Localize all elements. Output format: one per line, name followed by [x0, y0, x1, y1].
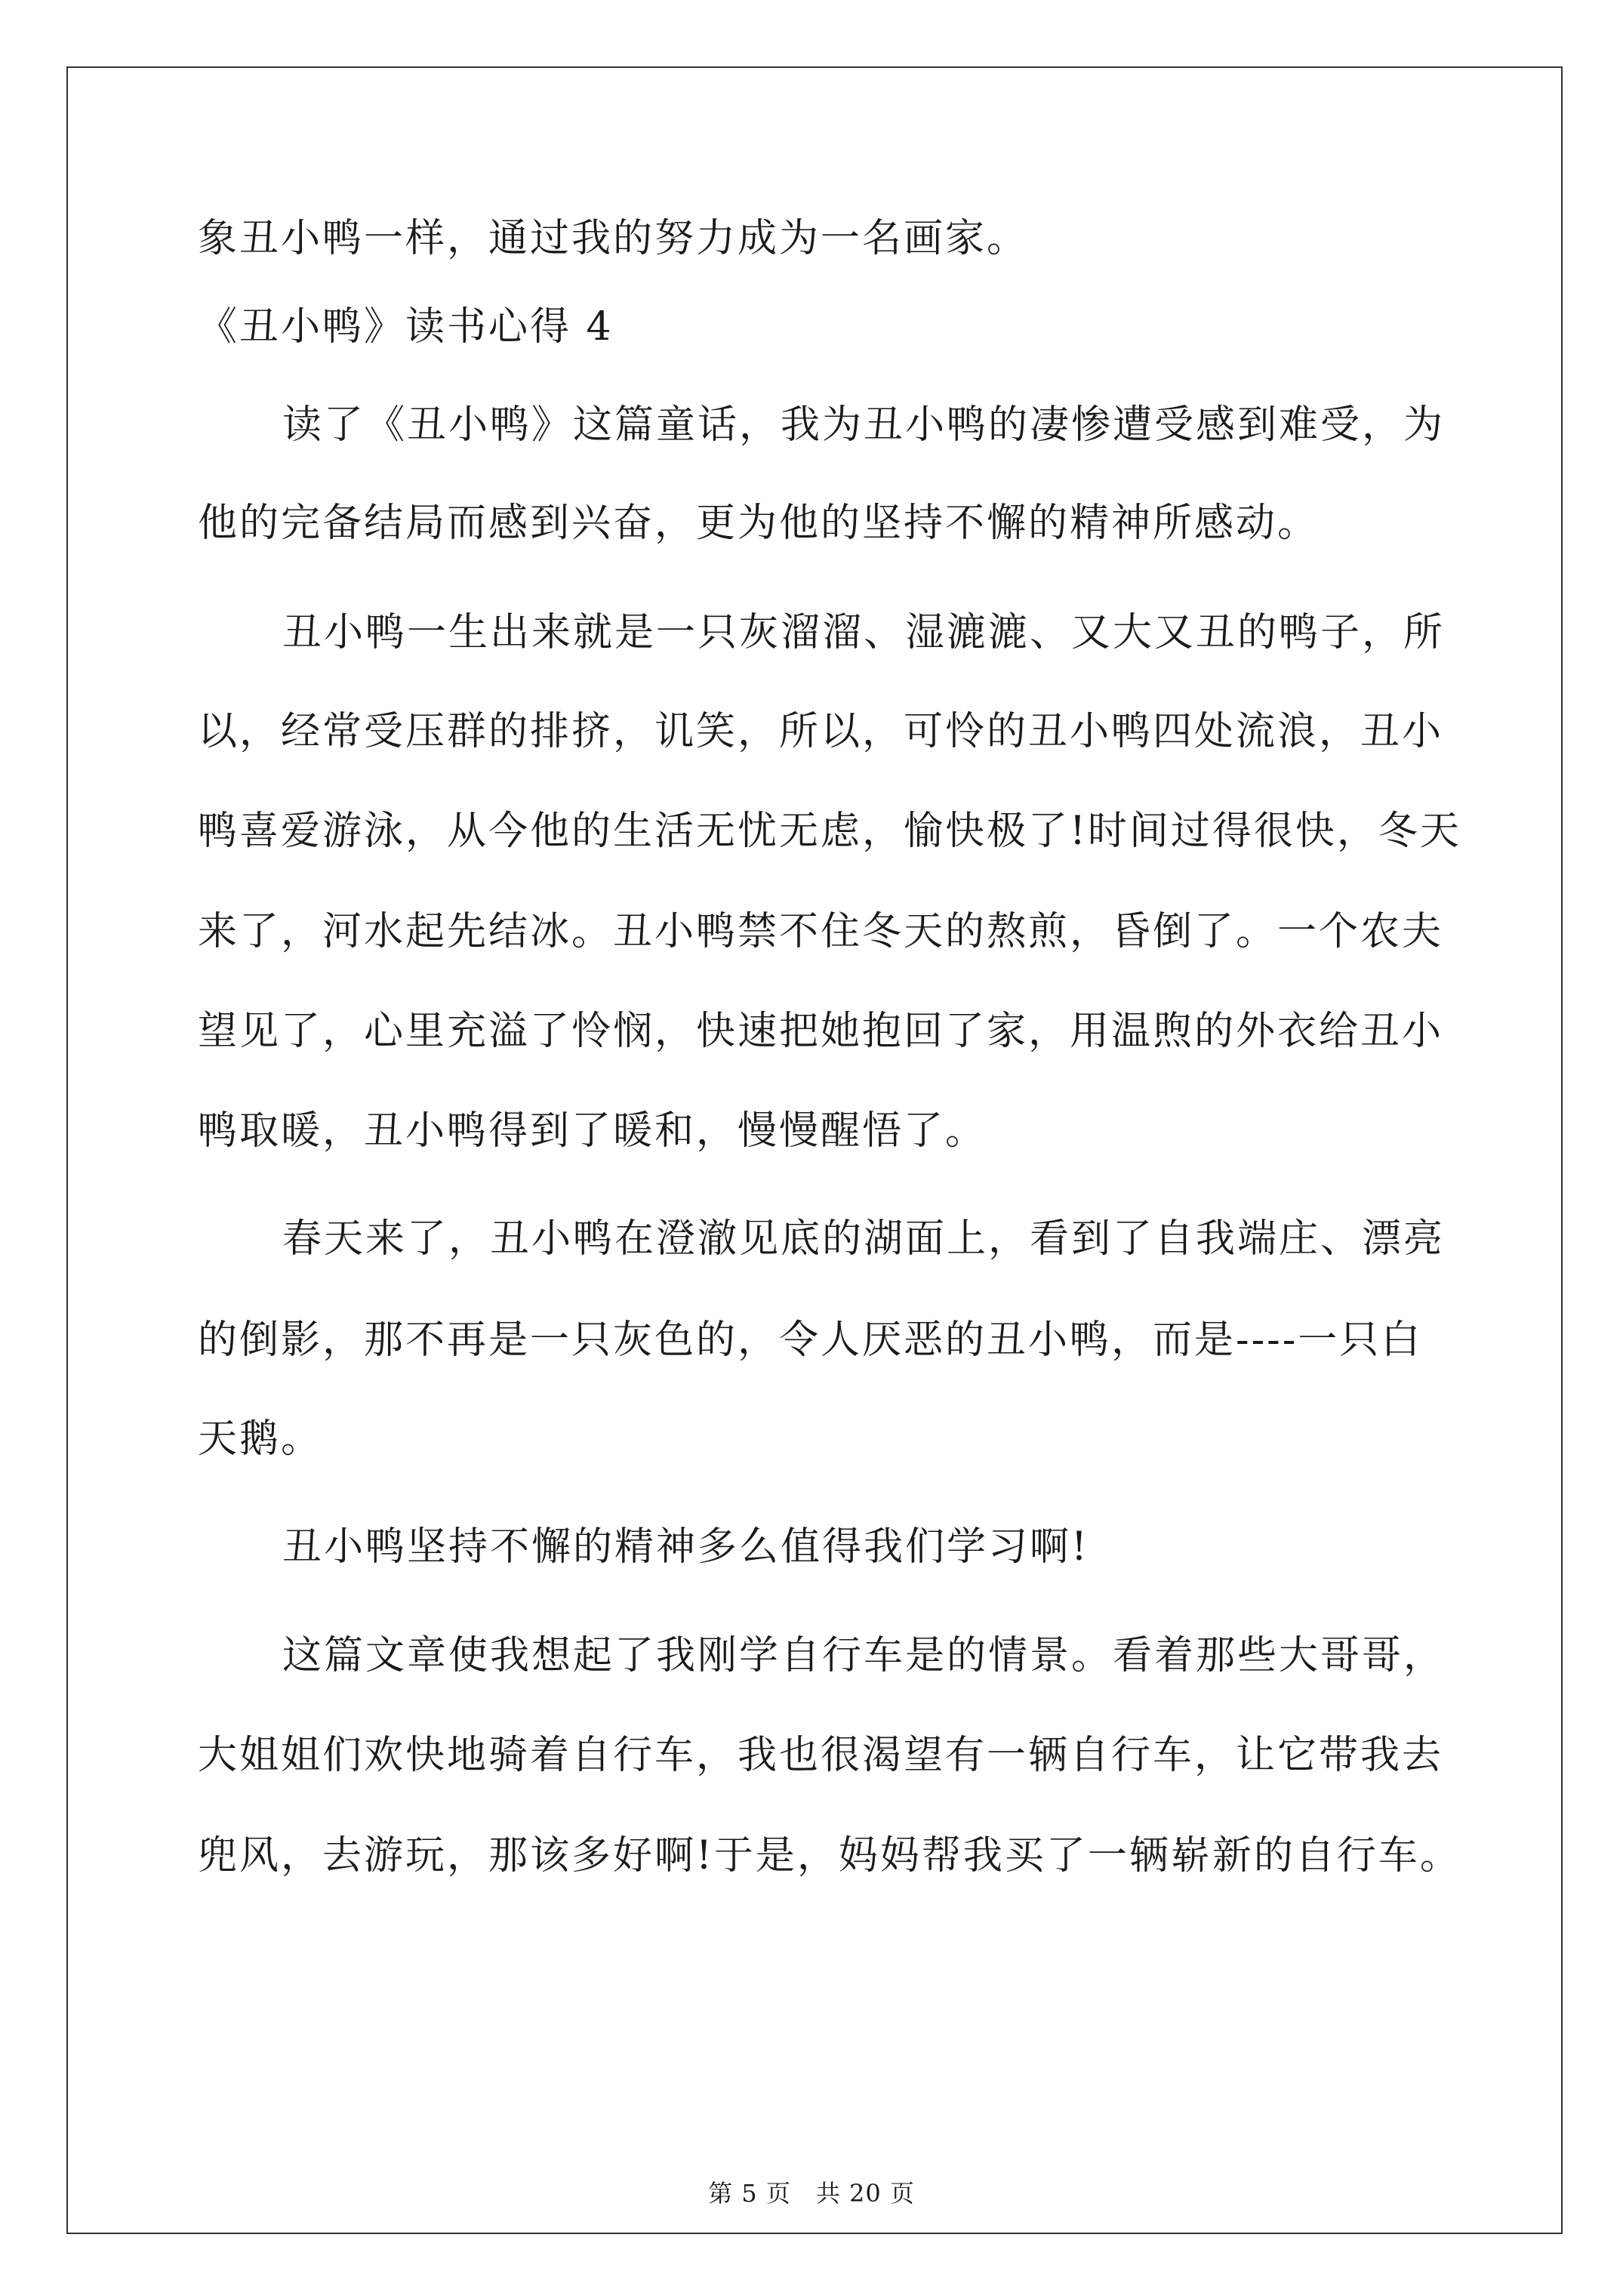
paragraph-line: 望见了，心里充溢了怜悯，快速把她抱回了家，用温煦的外衣给丑小 — [198, 1009, 1444, 1054]
text-line: 象丑小鸭一样，通过我的努力成为一名画家。 — [198, 216, 1029, 261]
paragraph-line: 兜风，去游玩，那该多好啊!于是，妈妈帮我买了一辆崭新的自行车。 — [198, 1833, 1461, 1878]
paragraph-line: 以，经常受压群的排挤，讥笑，所以，可怜的丑小鸭四处流浪，丑小 — [198, 709, 1444, 754]
paragraph-line: 来了，河水起先结冰。丑小鸭禁不住冬天的熬煎，昏倒了。一个农夫 — [198, 909, 1444, 954]
paragraph-line: 鸭取暖，丑小鸭得到了暖和，慢慢醒悟了。 — [198, 1108, 987, 1154]
section-heading: 《丑小鸭》读书心得 4 — [198, 304, 614, 350]
page-number: 第 5 页 共 20 页 — [708, 2179, 915, 2208]
paragraph-line: 他的完备结局而感到兴奋，更为他的坚持不懈的精神所感动。 — [198, 501, 1320, 546]
paragraph-line: 丑小鸭一生出来就是一只灰溜溜、湿漉漉、又大又丑的鸭子，所 — [282, 610, 1446, 655]
paragraph-line: 大姐姐们欢快地骑着自行车，我也很渴望有一辆自行车，让它带我去 — [198, 1733, 1444, 1778]
paragraph-line: 读了《丑小鸭》这篇童话，我为丑小鸭的凄惨遭受感到难受，为 — [282, 402, 1446, 448]
paragraph-line: 春天来了，丑小鸭在澄澈见底的湖面上，看到了自我端庄、漂亮 — [282, 1216, 1446, 1262]
paragraph-line: 丑小鸭坚持不懈的精神多么值得我们学习啊! — [282, 1524, 1089, 1570]
paragraph-line: 的倒影，那不再是一只灰色的，令人厌恶的丑小鸭，而是----一只白 — [198, 1318, 1423, 1363]
paragraph-line: 鸭喜爱游泳，从今他的生活无忧无虑，愉快极了!时间过得很快，冬天 — [198, 809, 1461, 854]
paragraph-line: 这篇文章使我想起了我刚学自行车是的情景。看着那些大哥哥， — [282, 1633, 1446, 1678]
paragraph-line: 天鹅。 — [198, 1416, 323, 1462]
